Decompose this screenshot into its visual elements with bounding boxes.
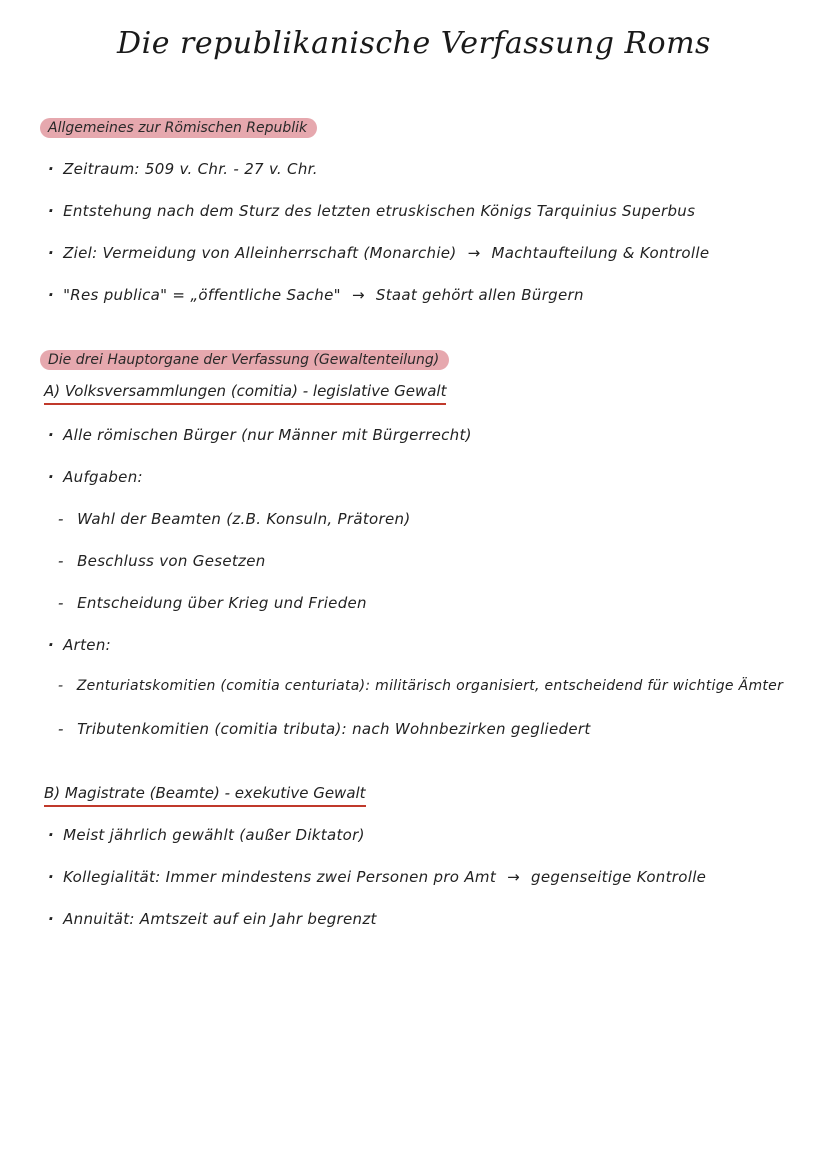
bullet-icon: · [48,868,54,886]
list-item [48,286,584,304]
list-item [48,868,706,886]
sub-list-item [58,552,266,570]
item-text: Alle römischen Bürger (nur Männer mit Bürgerrecht) [63,426,472,444]
bullet-icon: · [48,636,54,654]
list-item [48,826,365,844]
item-text: "Res publica" = „öffentliche Sache" [63,286,341,304]
sub-list-item [58,720,591,738]
item-text: Beschluss von Gesetzen [77,552,266,570]
item-text: Entstehung nach dem Sturz des letzten etruskischen Königs Tarquinius Superbus [63,202,696,220]
bullet-icon: · [48,826,54,844]
item-text: Machtaufteilung & Kontrolle [491,244,710,262]
dash-icon: - [58,510,64,528]
list-item [48,910,377,928]
item-text: Arten: [63,636,111,654]
bullet-icon: · [48,910,54,928]
list-item [48,468,143,486]
dash-icon: - [58,720,64,738]
section-heading-general: Allgemeines zur Römischen Republik [40,118,317,138]
dash-icon: - [58,552,64,570]
item-text: Meist jährlich gewählt (außer Diktator) [63,826,365,844]
arrow-right-icon: → [467,244,481,262]
bullet-icon: · [48,286,54,304]
item-text: gegenseitige Kontrolle [531,868,707,886]
subsection-heading-b: B) Magistrate (Beamte) - exekutive Gewalt [44,784,366,807]
item-text: Ziel: Vermeidung von Alleinherrschaft (Monarchie) [63,244,457,262]
list-item [48,202,695,220]
bullet-icon: · [48,426,54,444]
item-text: Annuität: Amtszeit auf ein Jahr begrenzt [63,910,377,928]
item-text: Zenturiatskomitien (comitia centuriata): militärisch organisiert, entscheidend für wichtige Ämter [76,678,784,694]
section-heading-organs: Die drei Hauptorgane der Verfassung (Gewaltenteilung) [40,350,449,370]
item-text: Kollegialität: Immer mindestens zwei Personen pro Amt [63,868,497,886]
bullet-icon: · [48,202,54,220]
bullet-icon: · [48,244,54,262]
sub-list-item [58,678,783,694]
sub-list-item [58,594,367,612]
item-text: Entscheidung über Krieg und Frieden [77,594,367,612]
dash-icon: - [58,594,64,612]
sub-list-item [58,510,410,528]
bullet-icon: · [48,468,54,486]
item-text: Zeitraum: 509 v. Chr. - 27 v. Chr. [63,160,318,178]
list-item [48,426,472,444]
arrow-right-icon: → [351,286,365,304]
dash-icon: - [58,678,64,694]
item-text: Aufgaben: [63,468,143,486]
list-item [48,636,111,654]
subsection-heading-a: A) Volksversammlungen (comitia) - legislative Gewalt [44,382,446,405]
page-title: Die republikanische Verfassung Roms [117,26,711,61]
item-text: Tributenkomitien (comitia tributa): nach Wohnbezirken gegliedert [77,720,591,738]
arrow-right-icon: → [507,868,520,886]
list-item [48,160,318,178]
bullet-icon: · [48,160,54,178]
item-text: Staat gehört allen Bürgern [375,286,584,304]
item-text: Wahl der Beamten (z.B. Konsuln, Prätoren) [77,510,411,528]
list-item [48,244,709,262]
